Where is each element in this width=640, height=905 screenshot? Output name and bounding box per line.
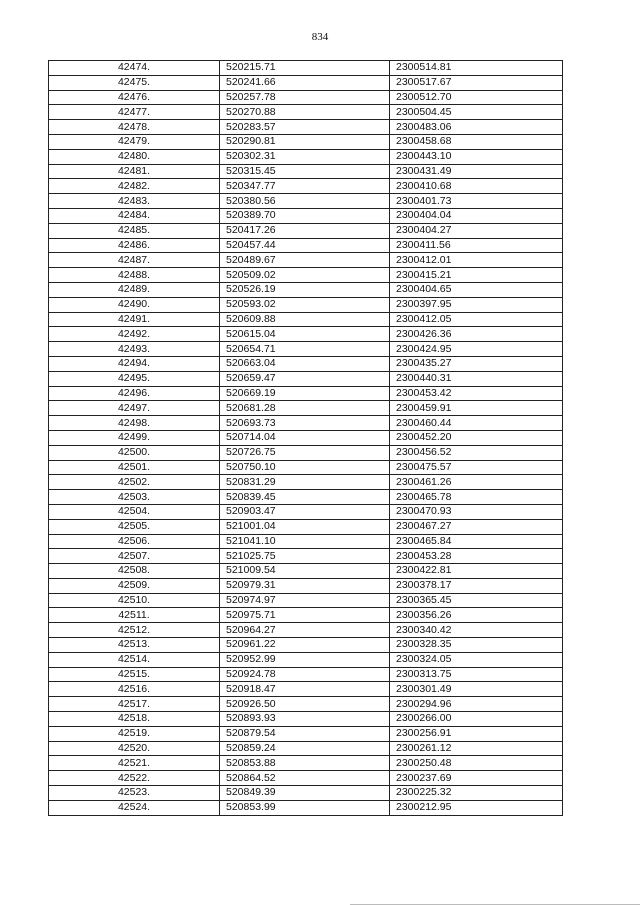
point-number-cell: 42500. xyxy=(49,445,220,460)
y-coordinate-cell: 2300237.69 xyxy=(390,771,563,786)
point-number-cell: 42521. xyxy=(49,756,220,771)
point-number-cell: 42498. xyxy=(49,416,220,431)
x-coordinate-cell: 520831.29 xyxy=(220,475,390,490)
x-coordinate-cell: 520849.39 xyxy=(220,786,390,801)
x-coordinate-cell: 520302.31 xyxy=(220,149,390,164)
x-coordinate-cell: 521041.10 xyxy=(220,534,390,549)
table-row xyxy=(49,460,563,475)
table-row xyxy=(49,282,563,297)
x-coordinate-cell: 520864.52 xyxy=(220,771,390,786)
x-coordinate-cell: 520669.19 xyxy=(220,386,390,401)
y-coordinate-cell: 2300426.36 xyxy=(390,327,563,342)
point-number-cell: 42492. xyxy=(49,327,220,342)
table-row xyxy=(49,208,563,223)
x-coordinate-cell: 520974.97 xyxy=(220,593,390,608)
point-number-cell: 42504. xyxy=(49,504,220,519)
point-number-cell: 42499. xyxy=(49,430,220,445)
point-number-cell: 42474. xyxy=(49,61,220,76)
table-row xyxy=(49,164,563,179)
x-coordinate-cell: 520509.02 xyxy=(220,268,390,283)
point-number-cell: 42496. xyxy=(49,386,220,401)
y-coordinate-cell: 2300404.27 xyxy=(390,223,563,238)
table-row xyxy=(49,312,563,327)
table-row xyxy=(49,179,563,194)
point-number-cell: 42502. xyxy=(49,475,220,490)
point-number-cell: 42476. xyxy=(49,90,220,105)
point-number-cell: 42505. xyxy=(49,519,220,534)
table-row xyxy=(49,327,563,342)
y-coordinate-cell: 2300435.27 xyxy=(390,356,563,371)
coordinates-table-body xyxy=(49,61,563,816)
point-number-cell: 42475. xyxy=(49,75,220,90)
coordinates-table xyxy=(48,60,563,816)
table-row xyxy=(49,120,563,135)
y-coordinate-cell: 2300465.84 xyxy=(390,534,563,549)
x-coordinate-cell: 520839.45 xyxy=(220,490,390,505)
table-row xyxy=(49,61,563,76)
table-row xyxy=(49,741,563,756)
y-coordinate-cell: 2300404.04 xyxy=(390,208,563,223)
y-coordinate-cell: 2300397.95 xyxy=(390,297,563,312)
table-row xyxy=(49,800,563,815)
y-coordinate-cell: 2300261.12 xyxy=(390,741,563,756)
x-coordinate-cell: 520924.78 xyxy=(220,667,390,682)
y-coordinate-cell: 2300313.75 xyxy=(390,667,563,682)
table-row xyxy=(49,297,563,312)
table-row xyxy=(49,134,563,149)
point-number-cell: 42490. xyxy=(49,297,220,312)
x-coordinate-cell: 520693.73 xyxy=(220,416,390,431)
x-coordinate-cell: 520347.77 xyxy=(220,179,390,194)
point-number-cell: 42523. xyxy=(49,786,220,801)
x-coordinate-cell: 520859.24 xyxy=(220,741,390,756)
x-coordinate-cell: 520926.50 xyxy=(220,697,390,712)
y-coordinate-cell: 2300424.95 xyxy=(390,342,563,357)
y-coordinate-cell: 2300453.42 xyxy=(390,386,563,401)
y-coordinate-cell: 2300225.32 xyxy=(390,786,563,801)
table-row xyxy=(49,105,563,120)
x-coordinate-cell: 520241.66 xyxy=(220,75,390,90)
y-coordinate-cell: 2300475.57 xyxy=(390,460,563,475)
point-number-cell: 42484. xyxy=(49,208,220,223)
y-coordinate-cell: 2300514.81 xyxy=(390,61,563,76)
point-number-cell: 42507. xyxy=(49,549,220,564)
table-row xyxy=(49,416,563,431)
x-coordinate-cell: 520615.04 xyxy=(220,327,390,342)
point-number-cell: 42511. xyxy=(49,608,220,623)
table-row xyxy=(49,519,563,534)
x-coordinate-cell: 521001.04 xyxy=(220,519,390,534)
point-number-cell: 42516. xyxy=(49,682,220,697)
point-number-cell: 42509. xyxy=(49,578,220,593)
x-coordinate-cell: 520726.75 xyxy=(220,445,390,460)
y-coordinate-cell: 2300461.26 xyxy=(390,475,563,490)
point-number-cell: 42495. xyxy=(49,371,220,386)
y-coordinate-cell: 2300460.44 xyxy=(390,416,563,431)
table-row xyxy=(49,268,563,283)
x-coordinate-cell: 520593.02 xyxy=(220,297,390,312)
y-coordinate-cell: 2300412.05 xyxy=(390,312,563,327)
point-number-cell: 42488. xyxy=(49,268,220,283)
x-coordinate-cell: 520417.26 xyxy=(220,223,390,238)
table-row xyxy=(49,445,563,460)
table-row xyxy=(49,549,563,564)
table-row xyxy=(49,430,563,445)
x-coordinate-cell: 520853.99 xyxy=(220,800,390,815)
point-number-cell: 42512. xyxy=(49,623,220,638)
x-coordinate-cell: 520659.47 xyxy=(220,371,390,386)
y-coordinate-cell: 2300301.49 xyxy=(390,682,563,697)
table-row xyxy=(49,371,563,386)
y-coordinate-cell: 2300431.49 xyxy=(390,164,563,179)
x-coordinate-cell: 520654.71 xyxy=(220,342,390,357)
x-coordinate-cell: 520526.19 xyxy=(220,282,390,297)
point-number-cell: 42513. xyxy=(49,638,220,653)
y-coordinate-cell: 2300328.35 xyxy=(390,638,563,653)
y-coordinate-cell: 2300256.91 xyxy=(390,726,563,741)
table-row xyxy=(49,238,563,253)
table-row xyxy=(49,90,563,105)
table-row xyxy=(49,756,563,771)
y-coordinate-cell: 2300517.67 xyxy=(390,75,563,90)
table-row xyxy=(49,593,563,608)
x-coordinate-cell: 520457.44 xyxy=(220,238,390,253)
x-coordinate-cell: 520489.67 xyxy=(220,253,390,268)
point-number-cell: 42487. xyxy=(49,253,220,268)
x-coordinate-cell: 520290.81 xyxy=(220,134,390,149)
table-row xyxy=(49,608,563,623)
x-coordinate-cell: 520663.04 xyxy=(220,356,390,371)
point-number-cell: 42519. xyxy=(49,726,220,741)
y-coordinate-cell: 2300422.81 xyxy=(390,564,563,579)
table-row xyxy=(49,786,563,801)
table-row xyxy=(49,534,563,549)
point-number-cell: 42483. xyxy=(49,194,220,209)
y-coordinate-cell: 2300365.45 xyxy=(390,593,563,608)
y-coordinate-cell: 2300458.68 xyxy=(390,134,563,149)
x-coordinate-cell: 520380.56 xyxy=(220,194,390,209)
table-row xyxy=(49,623,563,638)
table-row xyxy=(49,342,563,357)
point-number-cell: 42489. xyxy=(49,282,220,297)
y-coordinate-cell: 2300412.01 xyxy=(390,253,563,268)
table-row xyxy=(49,194,563,209)
table-row xyxy=(49,667,563,682)
table-row xyxy=(49,638,563,653)
point-number-cell: 42508. xyxy=(49,564,220,579)
y-coordinate-cell: 2300294.96 xyxy=(390,697,563,712)
y-coordinate-cell: 2300467.27 xyxy=(390,519,563,534)
table-row xyxy=(49,712,563,727)
table-row xyxy=(49,356,563,371)
point-number-cell: 42491. xyxy=(49,312,220,327)
table-row xyxy=(49,697,563,712)
point-number-cell: 42478. xyxy=(49,120,220,135)
y-coordinate-cell: 2300250.48 xyxy=(390,756,563,771)
x-coordinate-cell: 520893.93 xyxy=(220,712,390,727)
point-number-cell: 42514. xyxy=(49,652,220,667)
y-coordinate-cell: 2300465.78 xyxy=(390,490,563,505)
point-number-cell: 42482. xyxy=(49,179,220,194)
x-coordinate-cell: 520979.31 xyxy=(220,578,390,593)
table-row xyxy=(49,386,563,401)
y-coordinate-cell: 2300459.91 xyxy=(390,401,563,416)
point-number-cell: 42517. xyxy=(49,697,220,712)
table-row xyxy=(49,401,563,416)
point-number-cell: 42485. xyxy=(49,223,220,238)
point-number-cell: 42524. xyxy=(49,800,220,815)
y-coordinate-cell: 2300378.17 xyxy=(390,578,563,593)
y-coordinate-cell: 2300266.00 xyxy=(390,712,563,727)
x-coordinate-cell: 520215.71 xyxy=(220,61,390,76)
point-number-cell: 42493. xyxy=(49,342,220,357)
table-row xyxy=(49,490,563,505)
x-coordinate-cell: 520257.78 xyxy=(220,90,390,105)
y-coordinate-cell: 2300483.06 xyxy=(390,120,563,135)
y-coordinate-cell: 2300411.56 xyxy=(390,238,563,253)
x-coordinate-cell: 520918.47 xyxy=(220,682,390,697)
x-coordinate-cell: 520903.47 xyxy=(220,504,390,519)
x-coordinate-cell: 520389.70 xyxy=(220,208,390,223)
table-row xyxy=(49,578,563,593)
y-coordinate-cell: 2300401.73 xyxy=(390,194,563,209)
x-coordinate-cell: 520270.88 xyxy=(220,105,390,120)
y-coordinate-cell: 2300504.45 xyxy=(390,105,563,120)
x-coordinate-cell: 520964.27 xyxy=(220,623,390,638)
x-coordinate-cell: 520681.28 xyxy=(220,401,390,416)
point-number-cell: 42515. xyxy=(49,667,220,682)
table-row xyxy=(49,682,563,697)
y-coordinate-cell: 2300443.10 xyxy=(390,149,563,164)
x-coordinate-cell: 521025.75 xyxy=(220,549,390,564)
point-number-cell: 42503. xyxy=(49,490,220,505)
y-coordinate-cell: 2300453.28 xyxy=(390,549,563,564)
point-number-cell: 42479. xyxy=(49,134,220,149)
y-coordinate-cell: 2300512.70 xyxy=(390,90,563,105)
y-coordinate-cell: 2300212.95 xyxy=(390,800,563,815)
table-row xyxy=(49,564,563,579)
point-number-cell: 42520. xyxy=(49,741,220,756)
x-coordinate-cell: 520952.99 xyxy=(220,652,390,667)
table-row xyxy=(49,223,563,238)
point-number-cell: 42494. xyxy=(49,356,220,371)
y-coordinate-cell: 2300404.65 xyxy=(390,282,563,297)
table-row xyxy=(49,652,563,667)
point-number-cell: 42501. xyxy=(49,460,220,475)
point-number-cell: 42510. xyxy=(49,593,220,608)
x-coordinate-cell: 520750.10 xyxy=(220,460,390,475)
y-coordinate-cell: 2300452.20 xyxy=(390,430,563,445)
x-coordinate-cell: 520315.45 xyxy=(220,164,390,179)
x-coordinate-cell: 521009.54 xyxy=(220,564,390,579)
point-number-cell: 42480. xyxy=(49,149,220,164)
y-coordinate-cell: 2300440.31 xyxy=(390,371,563,386)
x-coordinate-cell: 520975.71 xyxy=(220,608,390,623)
table-row xyxy=(49,149,563,164)
point-number-cell: 42486. xyxy=(49,238,220,253)
point-number-cell: 42522. xyxy=(49,771,220,786)
x-coordinate-cell: 520879.54 xyxy=(220,726,390,741)
y-coordinate-cell: 2300410.68 xyxy=(390,179,563,194)
table-row xyxy=(49,253,563,268)
point-number-cell: 42497. xyxy=(49,401,220,416)
x-coordinate-cell: 520714.04 xyxy=(220,430,390,445)
y-coordinate-cell: 2300456.52 xyxy=(390,445,563,460)
page-number: 834 xyxy=(311,31,329,43)
y-coordinate-cell: 2300415.21 xyxy=(390,268,563,283)
table-row xyxy=(49,771,563,786)
table-row xyxy=(49,504,563,519)
y-coordinate-cell: 2300356.26 xyxy=(390,608,563,623)
table-row xyxy=(49,726,563,741)
point-number-cell: 42506. xyxy=(49,534,220,549)
y-coordinate-cell: 2300340.42 xyxy=(390,623,563,638)
table-row xyxy=(49,475,563,490)
point-number-cell: 42518. xyxy=(49,712,220,727)
y-coordinate-cell: 2300470.93 xyxy=(390,504,563,519)
x-coordinate-cell: 520283.57 xyxy=(220,120,390,135)
point-number-cell: 42481. xyxy=(49,164,220,179)
point-number-cell: 42477. xyxy=(49,105,220,120)
table-row xyxy=(49,75,563,90)
x-coordinate-cell: 520961.22 xyxy=(220,638,390,653)
x-coordinate-cell: 520609.88 xyxy=(220,312,390,327)
x-coordinate-cell: 520853.88 xyxy=(220,756,390,771)
y-coordinate-cell: 2300324.05 xyxy=(390,652,563,667)
